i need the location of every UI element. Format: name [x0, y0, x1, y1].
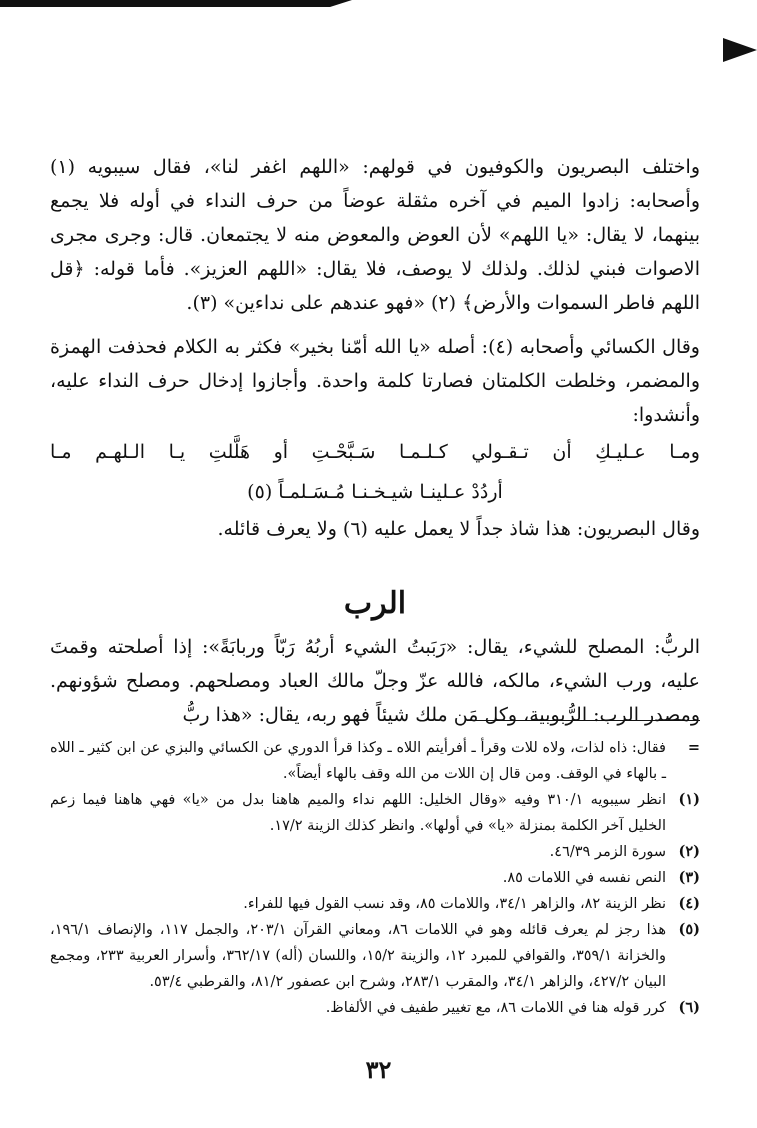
- footnote-text: فقال: ذاه لذات، ولاه للات وقرأ ـ أفرأيتم اللاه ـ وكذا قرأ الدوري عن الكسائي والبزي عن ابن كثير ـ اللاه ـ بالهاء في الوقف. ومن قال إن اللات من الله وقف بالهاء أيضاً».: [50, 740, 666, 782]
- paragraph-kisai: وقال الكسائي وأصحابه (٤): أصله «يا الله أمّنا بخير» فكثر به الكلام فحذفت الهمزة والمضمر، وخلطت الكلمتان فصارتا كلمة واحدة. وأجازوا إدخال حرف النداء عليه، وأنشدوا:: [50, 336, 700, 426]
- verse-line-1: ومـا عـليـكِ أن تـقـولي كـلـمـا سَـبَّحْـتِ أو هَلَّلتِ يـا الـلهـم مـا: [50, 441, 700, 463]
- section-heading: الرب: [343, 586, 407, 621]
- footnote: [50, 865, 700, 891]
- footnote-number: =: [687, 739, 700, 756]
- footnote-text: هذا رجز لم يعرف قائله وهو في اللامات ٨٦، ومعاني القرآن ٢٠٣/١، والجمل ١١٧، والإنصاف ١٩٦/١، والخزانة ٣٥٩/١، والقوافي للمبرد ١٢، والزينة ١٥/٢، واللسان (أله) ٣٦٢/١٧، وأسرار العربية ٢٣٣، ومجمع البيان ٤٢٧/٢، والزاهر ٣٤/١، والمقرب ٢٨٣/١، وشرح ابن عصفور ٨١/٢، والقرطبي ٥٣/٤.: [50, 922, 666, 990]
- footnote-separator: [467, 720, 700, 721]
- paragraph-basrians-kufans: واختلف البصريون والكوفيون في قولهم: «اللهم اغفر لنا»، فقال سيبويه (١) وأصحابه: زادوا الميم في آخره مثقلة عوضاً من حرف النداء في أوله فلا يجمع بينهما، لا يقال: «يا اللهم» لأن العوض والمعوض منه لا يجتمعان. قال: وجرى مجرى الاصوات فبني لذلك. ولذلك لا يوصف، فلا يقال: «اللهم العزيز». فأما قوله: ﴿قل اللهم فاطر السموات والأرض﴾ (٢) «فهو عندهم على نداءين» (٣).: [50, 156, 700, 314]
- footnote-text: انظر سيبويه ٣١٠/١ وفيه «وقال الخليل: اللهم نداء والميم هاهنا بدل من «يا» فهي هاهنا فيما زعم الخليل آخر الكلمة بمنزلة «يا» في أولها». وانظر كذلك الزينة ١٧/٢.: [50, 792, 667, 834]
- footnotes: [50, 735, 700, 1021]
- footnote-text: نظر الزينة ٨٢، والزاهر ٣٤/١، واللامات ٨٥، وقد نسب القول فيها للفراء.: [243, 896, 666, 912]
- footnote: [50, 891, 700, 917]
- footnote-number: (٢): [678, 843, 700, 860]
- footnote-number: (٦): [678, 999, 700, 1016]
- footnote-text: سورة الزمر ٤٦/٣٩.: [549, 844, 666, 860]
- footnote: [50, 917, 700, 995]
- footnote: [50, 735, 700, 787]
- footnote-text: كرر قوله هنا في اللامات ٨٦، مع تغيير طفيف في الألفاظ.: [325, 1000, 666, 1016]
- main-text: [50, 150, 700, 732]
- footnote: [50, 995, 700, 1021]
- footnote-number: (٥): [678, 921, 700, 938]
- footnote: [50, 787, 700, 839]
- scan-edge-shadow: [0, 0, 352, 7]
- page-number: ٣٢: [365, 1055, 392, 1084]
- page-corner-mark: [723, 38, 757, 62]
- verse-line-2: أردُدْ عـلينـا شيـخـنـا مُـسَـلمـاً (٥): [247, 481, 503, 503]
- footnote-number: (٤): [678, 895, 700, 912]
- footnote-number: (٣): [678, 869, 700, 886]
- paragraph-basrians-verdict: وقال البصريون: هذا شاذ جداً لا يعمل عليه (٦) ولا يعرف قائله.: [217, 518, 700, 540]
- paragraph-rabb-definition: الربُّ: المصلح للشيء، يقال: «رَبَبتُ الشيء أربُهُ رَبّاً وربابَةً»: إذا أصلحته وقمتَ عليه، ورب الشيء، مالكه، فالله عزّ وجلّ مالك العباد ومصلحهم. ومصلح شؤونهم. ومصدر الرب: الرُّبوبية، وكل مَن ملك شيئاً فهو ربه، يقال: «هذا ربُّ: [50, 636, 700, 726]
- footnote: [50, 839, 700, 865]
- footnote-number: (١): [678, 791, 700, 808]
- footnote-text: النص نفسه في اللامات ٨٥.: [502, 870, 666, 886]
